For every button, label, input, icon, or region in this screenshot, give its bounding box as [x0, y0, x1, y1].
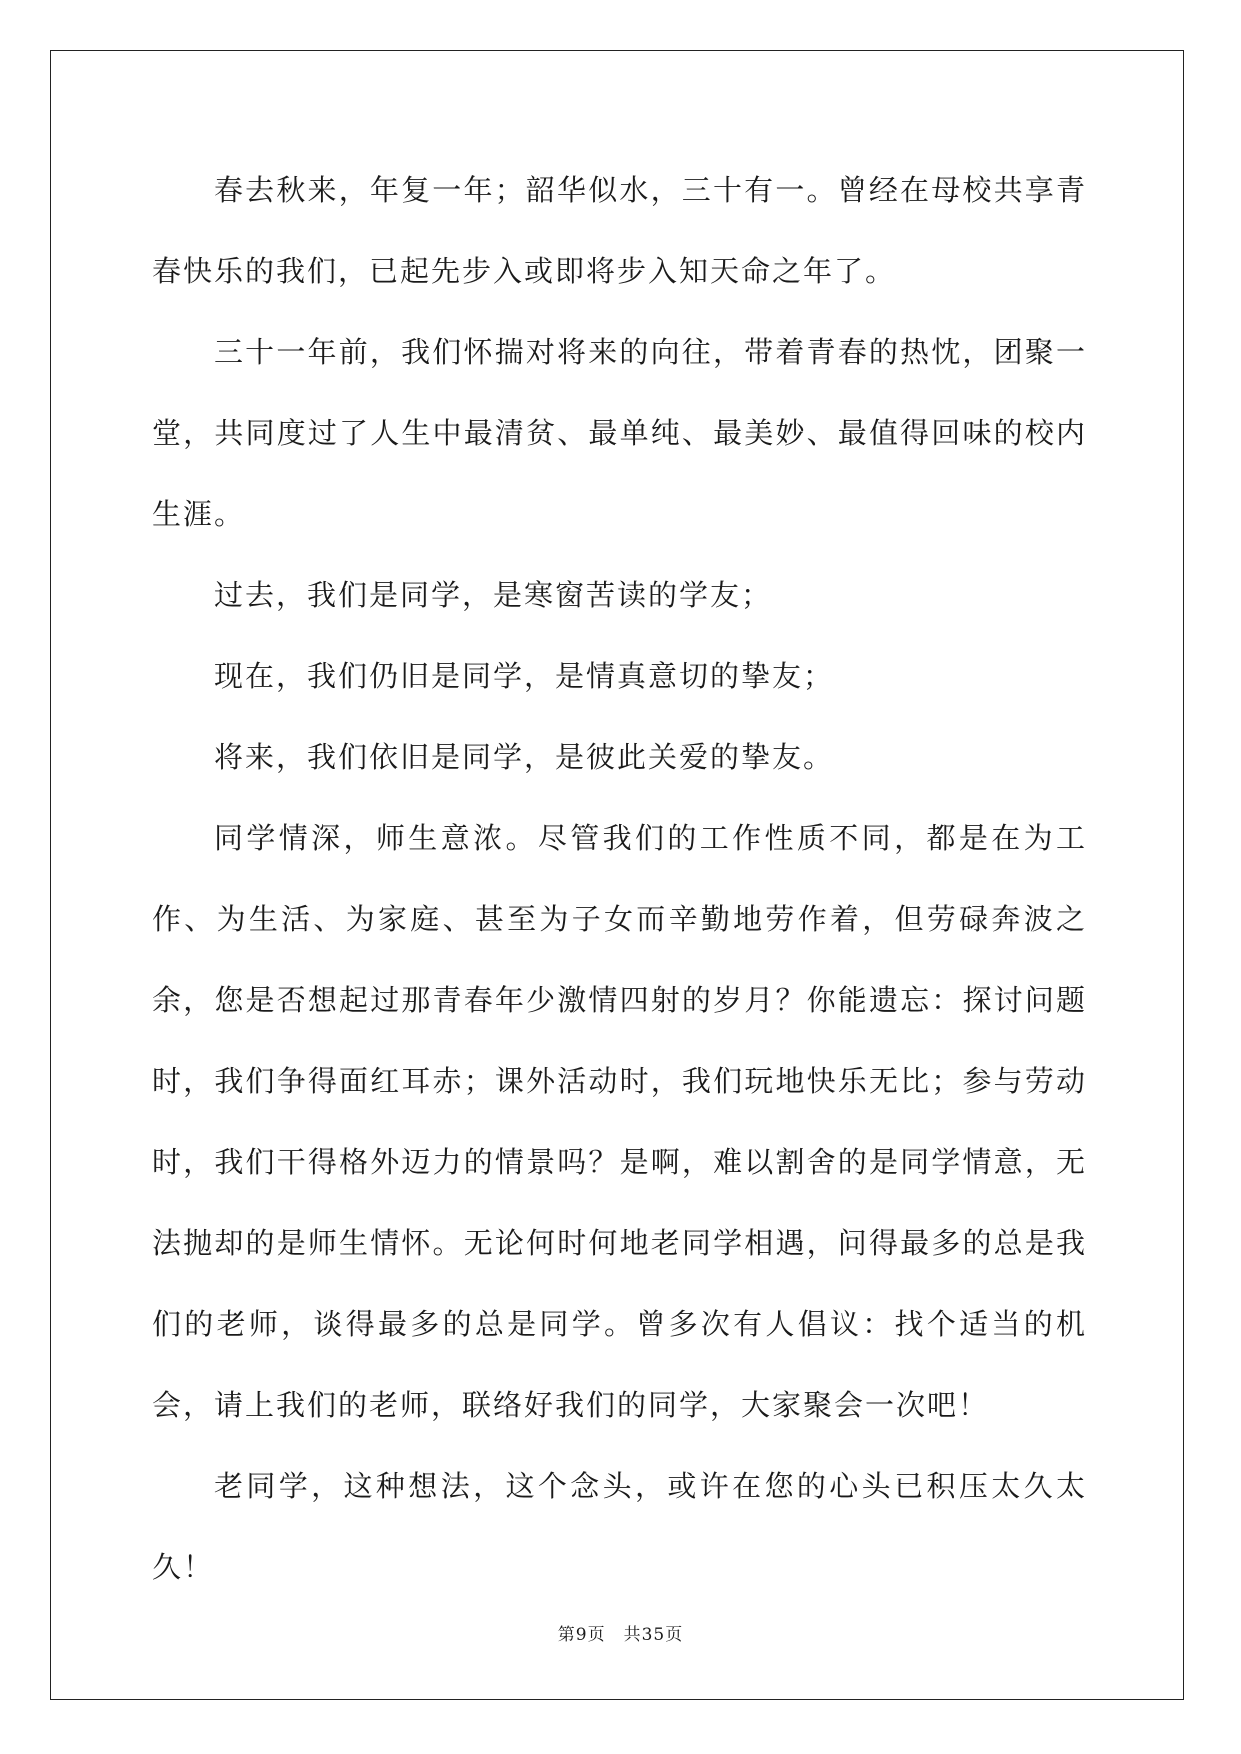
document-body [152, 150, 1087, 1608]
paragraph: 将来，我们依旧是同学，是彼此关爱的挚友。 [214, 740, 835, 774]
paragraph: 春去秋来，年复一年；韶华似水，三十有一。曾经在母校共享青春快乐的我们，已起先步入或即将步入知天命之年了。 [152, 173, 1087, 288]
paragraph: 同学情深，师生意浓。尽管我们的工作性质不同，都是在为工作、为生活、为家庭、甚至为子女而辛勤地劳作着，但劳碌奔波之余，您是否想起过那青春年少激情四射的岁月？你能遗忘：探讨问题时，我们争得面红耳赤；课外活动时，我们玩地快乐无比；参与劳动时，我们干得格外迈力的情景吗？是啊，难以割舍的是同学情意，无法抛却的是师生情怀。无论何时何地老同学相遇，问得最多的总是我们的老师，谈得最多的总是同学。曾多次有人倡议：找个适当的机会，请上我们的老师，联络好我们的同学，大家聚会一次吧！ [152, 821, 1087, 1422]
paragraph: 现在，我们仍旧是同学，是情真意切的挚友； [214, 659, 835, 693]
paragraph: 三十一年前，我们怀揣对将来的向往，带着青春的热忱，团聚一堂，共同度过了人生中最清贫、最单纯、最美妙、最值得回味的校内生涯。 [152, 335, 1087, 531]
page-footer [0, 1620, 1241, 1645]
total-pages: 共35页 [623, 1625, 684, 1645]
paragraph: 老同学，这种想法，这个念头，或许在您的心头已积压太久太久！ [152, 1469, 1087, 1584]
paragraph: 过去，我们是同学，是寒窗苦读的学友； [214, 578, 773, 612]
page-number: 第9页 [557, 1625, 606, 1645]
